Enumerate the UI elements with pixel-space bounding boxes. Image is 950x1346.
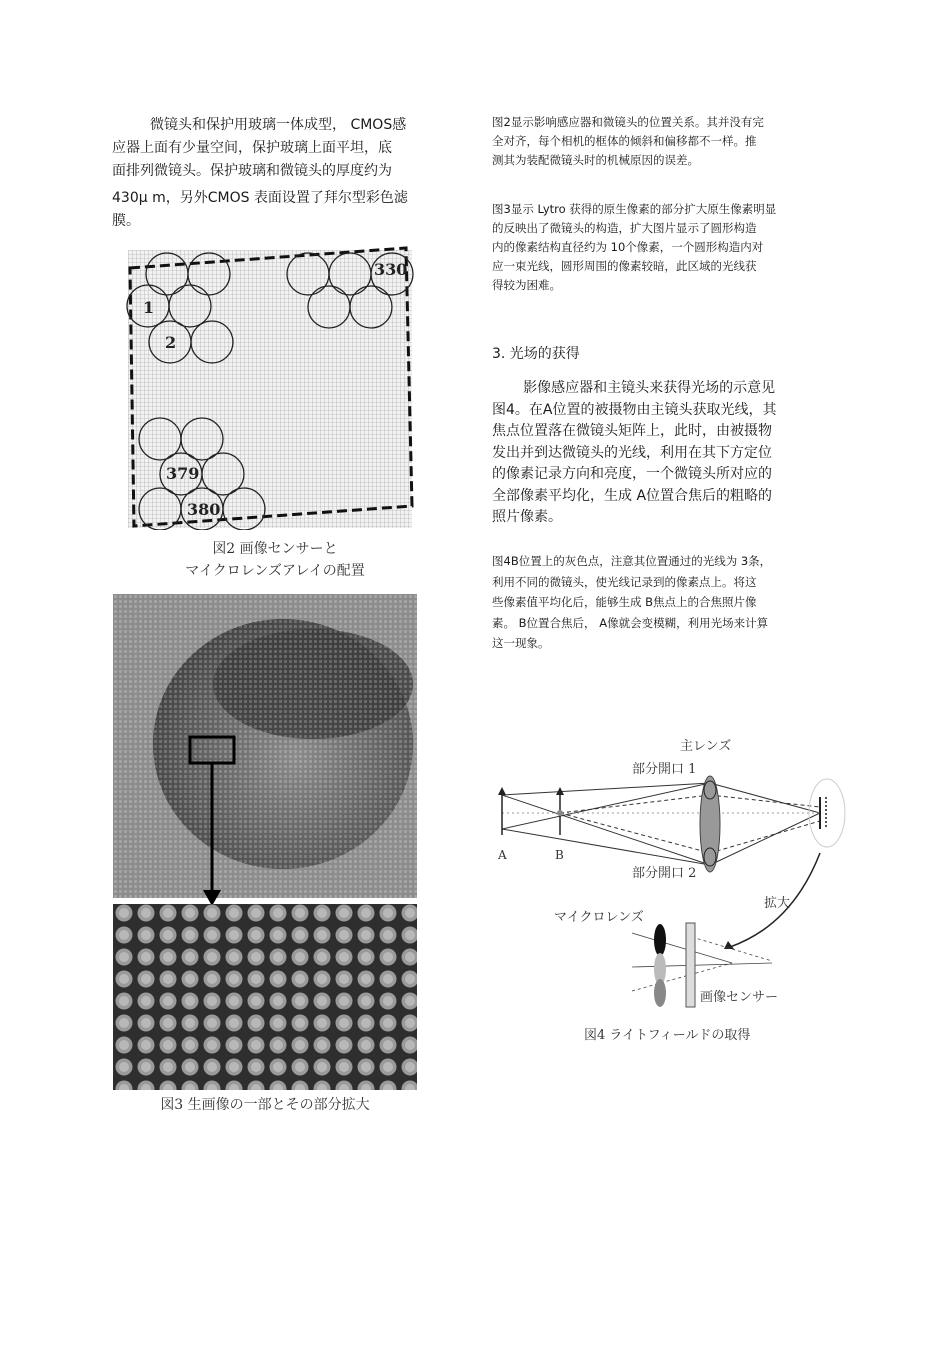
fig4-label-aperture-2: 部分開口 2 [632, 866, 697, 881]
fig4-label-b: B [555, 848, 564, 862]
section-line: 焦点位置落在微镜头矩阵上，此时，由被摄物 [492, 423, 772, 439]
fig4-object-a-arrowhead [498, 787, 506, 795]
fig3-caption: 図3 生画像の一部とその部分拡大 [160, 1097, 370, 1113]
fig2-caption-line: マイクロレンズアレイの配置 [185, 563, 365, 579]
fig4-label-a: A [498, 848, 507, 862]
fig2-pixel-grid [128, 250, 412, 528]
fig4-label-magnify: 拡大 [764, 896, 791, 911]
fig3-desc-line: 图3显示 Lytro 获得的原生像素的部分扩大原生像素明显 [492, 202, 777, 216]
section-line: 的像素记录方向和亮度，一个微镜头所对应的 [492, 466, 772, 482]
fig4-microlens-3 [654, 979, 666, 1007]
fig3-desc-line: 得较为困难。 [492, 278, 561, 292]
fig4-label-sensor: 画像センサー [700, 990, 779, 1005]
fig4-caption: 図4 ライトフィールドの取得 [584, 1028, 751, 1043]
fig4-main-lens [700, 776, 720, 872]
intro-line: 面排列微镜头。保护玻璃和微镜头的厚度约为 [112, 163, 392, 179]
fig3-enlarged-part [113, 904, 417, 1090]
fig4-desc-line: 些像素值平均化后，能够生成 B焦点上的合焦照片像 [492, 595, 757, 609]
fig2-label-380: 380 [187, 500, 221, 519]
fig4-desc-line: 图4B位置上的灰色点，注意其位置通过的光线为 3条， [492, 554, 772, 568]
fig2-label-2: 2 [165, 333, 177, 352]
fig3-microlens-texture [113, 594, 417, 898]
section-line: 全部像素平均化，生成 A位置合焦后的粗略的 [492, 487, 773, 504]
fig4-label-main-lens: 主レンズ [680, 739, 732, 754]
fig4-label-aperture-1: 部分開口 1 [632, 762, 697, 777]
fig3-desc-line: 应一束光线，圆形周围的像素较暗，此区域的光线获 [492, 259, 757, 273]
fig2-description [492, 113, 832, 170]
fig4-desc-line: 素。 B位置合焦后， A像就会变模糊，利用光场来计算 [492, 615, 769, 630]
fig3-raw-image-figure [113, 594, 417, 1090]
fig4-image-sensor [686, 923, 695, 1007]
fig2-desc-line: 测其为装配微镜头时的机械原因的误差。 [492, 153, 699, 167]
intro-paragraph [112, 114, 457, 233]
section-line: 图4。在A位置的被摄物由主镜头获取光线，其 [492, 401, 777, 418]
fig2-caption [130, 538, 420, 582]
intro-line: 应器上面有少量空间，保护玻璃上面平坦，底 [112, 140, 392, 156]
fig2-caption-line: 図2 画像センサーと [212, 541, 338, 557]
fig2-desc-line: 图2显示影响感应器和微镜头的位置关系。其并没有完 [492, 115, 764, 129]
section-line: 照片像素。 [492, 509, 562, 525]
fig2-label-330: 330 [374, 260, 408, 279]
fig4-zoom-rays [632, 933, 772, 991]
section-line: 发出并到达微镜头的光线，利用在其下方定位 [492, 444, 772, 461]
fig2-desc-line: 全对齐，每个相机的框体的倾斜和偏移都不一样。推 [492, 134, 757, 148]
intro-line: 微镜头和保护用玻璃一体成型， CMOS感 [150, 117, 407, 133]
fig4-description [492, 551, 837, 654]
fig3-description [492, 200, 832, 295]
fig3-desc-line: 的反映出了微镜头的构造，扩大图片显示了圆形构造 [492, 221, 757, 235]
section-heading: 3. 光场的获得 [492, 346, 580, 362]
fig4-point-b [557, 810, 563, 816]
fig4-desc-line: 利用不同的微镜头，使光线记录到的像素点上。将这 [492, 574, 757, 589]
fig2-label-379: 379 [166, 464, 200, 483]
section-line: 影像感应器和主镜头来获得光场的示意见 [492, 380, 776, 396]
section-paragraph [492, 378, 837, 529]
fig3-desc-line: 内的像素结构直径约为 10个像素，一个圆形构造内对 [492, 240, 764, 254]
fig2-sensor-grid-figure [120, 246, 422, 530]
fig4-ray-lines [502, 783, 820, 865]
fig4-label-microlens: マイクロレンズ [554, 910, 644, 925]
fig4-light-field-diagram [492, 735, 852, 1055]
fig4-microlens-1 [654, 924, 666, 956]
intro-line: 膜。 [112, 213, 140, 229]
intro-line: 430μ m，另外CMOS 表面设置了拜尔型彩色滤 [112, 190, 408, 206]
fig4-desc-line: 这一现象。 [492, 636, 550, 650]
fig2-label-1: 1 [143, 298, 155, 317]
